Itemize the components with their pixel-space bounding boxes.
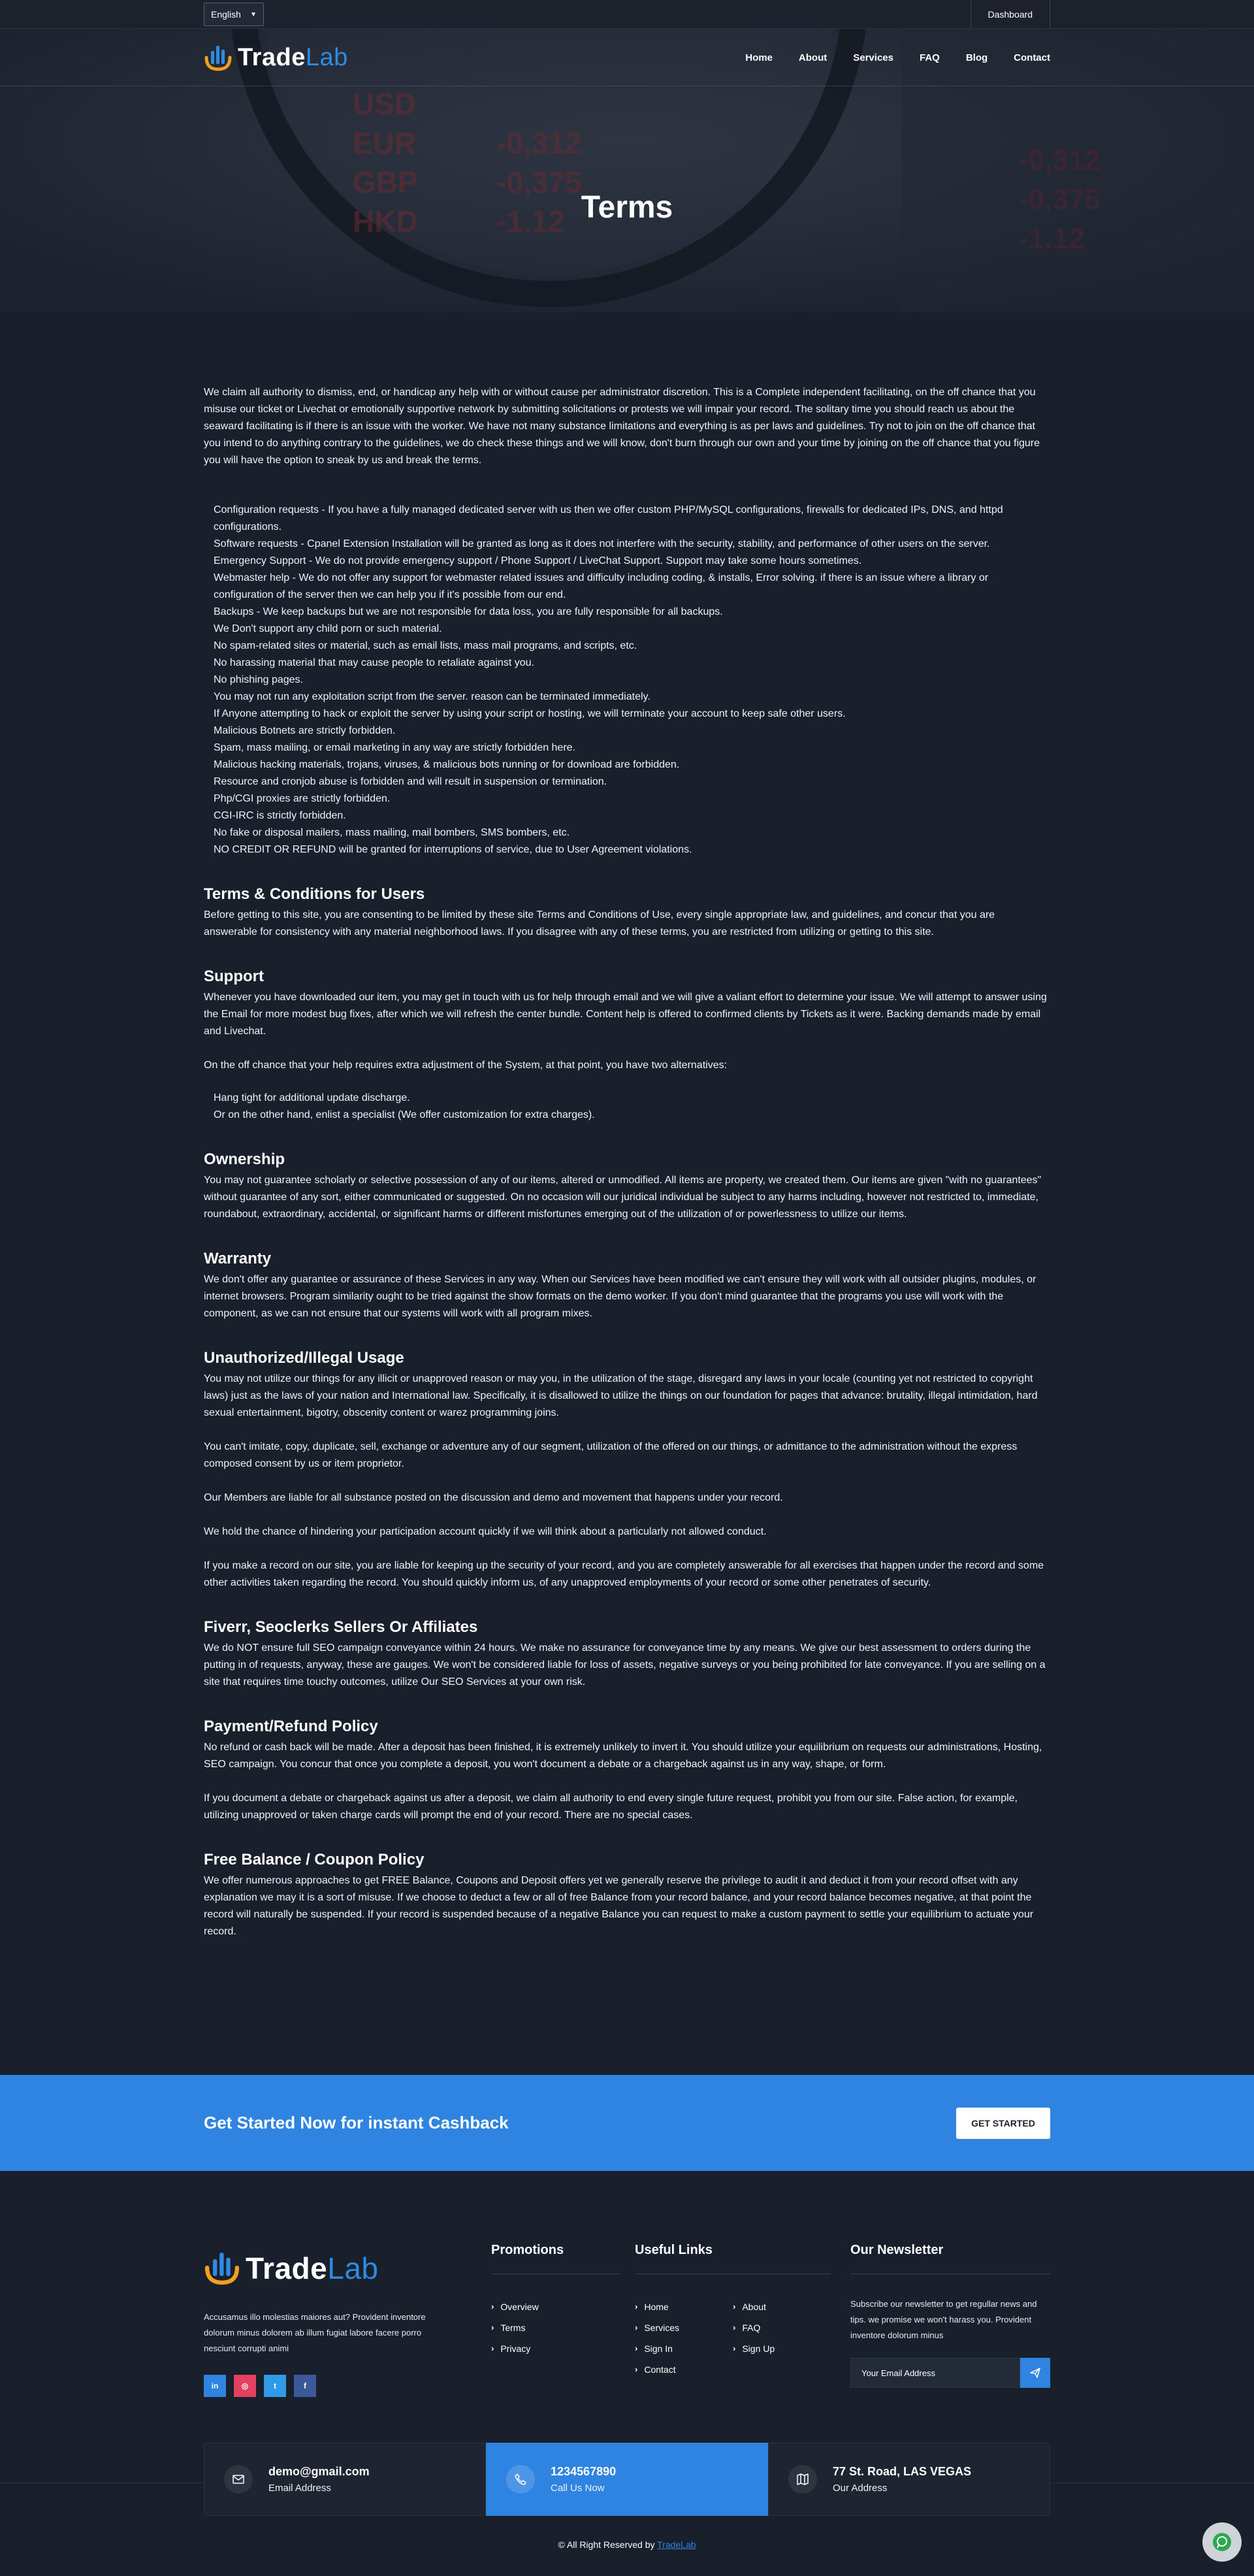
chat-icon [1211,2531,1233,2553]
rule-item: Backups - We keep backups but we are not responsible for data loss, you are fully responsible for all backups. [214,606,723,617]
nav-faq[interactable]: FAQ [919,52,940,63]
ownership-heading: Ownership [204,1150,285,1168]
contact-phone[interactable] [486,2443,768,2516]
intro-paragraph: We claim all authority to dismiss, end, or handicap any help with or without cause per administrator discretion. This is a Complete independent facilitating, on the off chance that you misuse our ticket or Livechat or emotionally supportive network by submitting solicitations or protests we will impair your record. The solitary time you should reach us about the seaward facilitating is if there is an issue with the worker. We have not many substance limitations and everything is as per laws and guidelines. Try not to join on the off chance that you intend to do anything contrary to the guidelines, we do check these things and we will know, don't burn through our own and your time by joining on the off chance that you figure you will have the option to sneak by us and break the terms. [204,387,1040,466]
rule-item: Malicious Botnets are strictly forbidden. [214,725,396,736]
support-alternative-item: Or on the other hand, enlist a specialist (We offer customization for extra charges). [214,1109,595,1120]
hero-rate-hkd: HKD [353,204,418,238]
logo-text-lab: Lab [305,44,348,71]
rule-item: CGI-IRC is strictly forbidden. [214,810,346,821]
footer-link-overview[interactable] [491,2296,619,2317]
chevron-right-icon: › [491,2343,494,2353]
chevron-right-icon: › [733,2343,736,2353]
contact-email-value: demo@gmail.com [268,2465,370,2478]
newsletter-text: Subscribe our newsletter to get regullar news and tips. we promise we won't harass you. Provident inventore dolorum minus [850,2299,1037,2340]
nav-menu [745,52,1050,63]
map-icon [788,2465,817,2494]
main-navbar [0,29,1254,86]
contact-address-label: Our Address [833,2483,888,2494]
rule-item: Spam, mass mailing, or email marketing in any way are strictly forbidden here. [214,742,575,753]
newsletter-email-input[interactable]: Your Email Address [850,2358,1020,2388]
footer-link-home[interactable] [635,2296,736,2317]
contact-phone-label: Call Us Now [551,2483,605,2494]
envelope-icon [224,2465,253,2494]
balance-heading: Free Balance / Coupon Policy [204,1851,425,1868]
rule-item: You may not run any exploitation script from the server. reason can be terminated immediately. [214,691,651,702]
chat-widget-button[interactable] [1202,2522,1242,2562]
chevron-down-icon: ▼ [250,10,257,18]
phone-icon [506,2465,535,2494]
rule-item: No phishing pages. [214,674,303,685]
rule-item: Php/CGI proxies are strictly forbidden. [214,793,391,804]
support-alternatives [204,1090,1050,1124]
copyright-text: © All Right Reserved by [558,2539,658,2550]
logo-text-lab: Lab [327,2251,379,2285]
linkedin-icon[interactable]: in [204,2375,226,2397]
terms-content [0,312,1254,1940]
footer-link-label: Terms [500,2323,526,2333]
unauthorized-paragraph-5: If you make a record on our site, you are liable for keeping up the security of your record, and you are completely answerable for all exercises that happen under the record and some other activities taken regarding the record. You should quickly inform us, of any unapproved employments of your record or some other penetrates of security. [204,1560,1044,1588]
rule-item: Resource and cronjob abuse is forbidden and will result in suspension or termination. [214,776,607,787]
refund-paragraph-2: If you document a debate or chargeback against us after a deposit, we claim all authority to end every single future request, prohibit you from our site. False action, for example, utilizing unapproved or taken charge cards will prompt the end of your record. There are no special cases. [204,1793,1018,1821]
hero-rate-hkd-value: -1.12 [496,204,565,238]
hero-rate-gbp: GBP [353,165,418,199]
hero-rate-usd: USD [353,87,417,121]
hero-rate-eur-value: -0,312 [496,126,582,160]
footer-link-sign-up[interactable] [733,2338,811,2359]
page-title: Terms [581,190,673,225]
instagram-icon[interactable]: ◎ [234,2375,256,2397]
rule-item: Malicious hacking materials, trojans, viruses, & malicious bots running or for download are forbidden. [214,759,680,770]
unauthorized-paragraph-2: You can't imitate, copy, duplicate, sell, exchange or adventure any of our segment, utilization of the offered on our things, or admittance to the administration without the express composed consent by us or item proprietor. [204,1441,1018,1469]
footer-link-label: Sign In [644,2343,673,2354]
footer-useful-links [635,2243,831,2380]
users-paragraph: Before getting to this site, you are consenting to be limited by these site Terms and Conditions of Use, every single appropriate law, and guidelines, and concur that you are answerable for consistency with any material neighborhood laws. If you disagree with any of these terms, you are restricted from utilizing or getting to this site. [204,909,995,937]
social-links [204,2375,452,2397]
chevron-right-icon: › [733,2323,736,2332]
support-paragraph-2: On the off chance that your help requires extra adjustment of the System, at that point, you have two alternatives: [204,1060,728,1071]
promotions-heading: Promotions [491,2243,619,2274]
logo-text-trade: Trade [246,2251,328,2285]
footer-logo-text [246,2251,378,2286]
hero-rate-right-3: -1.12 [1019,223,1085,255]
footer-link-label: Overview [500,2302,539,2312]
rule-item: We Don't support any child porn or such material. [214,623,442,634]
newsletter-submit-button[interactable] [1020,2358,1050,2388]
unauthorized-paragraph-4: We hold the chance of hindering your participation account quickly if we will think about a particularly not allowed conduct. [204,1526,767,1537]
site-logo[interactable] [204,43,348,72]
users-heading: Terms & Conditions for Users [204,885,425,903]
send-icon [1030,2368,1040,2378]
fiverr-heading: Fiverr, Seoclerks Sellers Or Affiliates [204,1618,478,1636]
footer-link-label: Privacy [500,2343,531,2354]
contact-bar [204,2443,1050,2516]
support-alternative-item: Hang tight for additional update discharge. [214,1092,410,1103]
nav-home[interactable]: Home [745,52,773,63]
logo-chart-icon [204,2249,240,2286]
chevron-right-icon: › [635,2323,638,2332]
rule-item: No fake or disposal mailers, mass mailing, mail bombers, SMS bombers, etc. [214,827,570,838]
hero-rate-right-2: -0,375 [1019,184,1101,216]
language-select[interactable] [204,3,264,26]
fiverr-paragraph: We do NOT ensure full SEO campaign conveyance within 24 hours. We make no assurance for conveyance time by any means. We give our best assessment to orders during the putting in of requests, anyway, these are gauges. We won't be considered liable for loss of assets, negative surveys or you being prohibited for late conveyance. If you are selling on a site that requires time touchy outcomes, utilize Our SEO Services at your own risk. [204,1642,1046,1687]
contact-address-value: 77 St. Road, LAS VEGAS [833,2465,972,2478]
footer-link-label: Home [644,2302,669,2312]
rule-item: Emergency Support - We do not provide emergency support / Phone Support / LiveChat Support. Support may take some hours sometimes. [214,555,862,566]
get-started-button[interactable]: GET STARTED [956,2108,1050,2139]
footer-link-contact[interactable] [635,2359,733,2380]
footer-link-terms[interactable] [491,2317,619,2338]
footer-promotions [491,2243,619,2359]
warranty-heading: Warranty [204,1250,272,1267]
unauthorized-paragraph-3: Our Members are liable for all substance posted on the discussion and demo and movement that happens under your record. [204,1492,783,1503]
nav-contact[interactable]: Contact [1014,52,1050,63]
unauthorized-paragraph-1: You may not utilize our things for any illicit or unapproved reason or may you, in the utilization of the stage, disregard any laws in your locale (counting yet not restricted to copyright laws) just as the laws of your nation and International law. Specifically, it is disallowed to utilize the things on our foundation for pages that advance: brutality, illegal intimidation, hard sexual entertainment, bigotry, obscenity content or warez programming joins. [204,1373,1038,1418]
warranty-paragraph: We don't offer any guarantee or assurance of these Services in any way. When our Services have been modified we can't ensure they will work with all outsider plugins, modules, or internet browsers. Program similarity ought to be tried against the show formats on the demo worker. If you don't mind guarantee that the programs you use will work with the component, as we can not ensure that our systems will work with all program mixes. [204,1274,1037,1319]
logo-text-trade: Trade [238,44,306,71]
rule-item: No harassing material that may cause people to retaliate against you. [214,657,534,668]
ownership-paragraph: You may not guarantee scholarly or selective possession of any of our items, altered or unmodified. All items are property, we created them. Our items are given "with no guarantees" without guarantee of any sort, either communicated or suggested. On no occasion will our juridical individual be subject to any harms including, however not restricted to, immediate, roundabout, extraordinary, accidental, or significant harms or different misfortunes emerging out of the utilization of or powerlessness to utilize our items. [204,1175,1042,1220]
cta-banner [0,2075,1254,2171]
footer-link-services[interactable] [635,2317,736,2338]
hero-rate-gbp-value: -0,375 [496,165,582,199]
unauthorized-heading: Unauthorized/Illegal Usage [204,1349,404,1367]
hero-rate-eur: EUR [353,126,417,160]
footer-newsletter [850,2243,1050,2388]
chevron-right-icon: › [491,2302,494,2311]
support-paragraph-1: Whenever you have downloaded our item, you may get in touch with us for help through email and we will give a valiant effort to determine your issue. We will attempt to answer using the Email for more modest bug fixes, after which we will refresh the center bundle. Content help is offered to confirmed clients by Tickets as it were. Backing demands made by email and Livechat. [204,992,1047,1037]
rules-list [204,502,1050,858]
footer-link-label: Sign Up [742,2343,775,2354]
footer-link-label: Contact [644,2364,676,2375]
newsletter-form [850,2358,1050,2388]
facebook-icon[interactable]: f [294,2375,316,2397]
cta-title: Get Started Now for instant Cashback [204,2113,509,2132]
footer-about-text: Accusamus illo molestias maiores aut? Provident inventore dolorum minus dolorem ab illum fugiat labore facere porro nesciunt corrupti animi [204,2312,426,2353]
twitter-icon[interactable]: t [264,2375,286,2397]
rule-item: If Anyone attempting to hack or exploit the server by using your script or hosting, we will terminate your account to keep safe other users. [214,708,846,719]
footer-link-privacy[interactable] [491,2338,619,2359]
copyright [0,2539,1254,2550]
hero-rate-right-1: -0,312 [1019,144,1101,176]
contact-email-label: Email Address [268,2483,331,2494]
footer-link-label: About [742,2302,766,2312]
balance-paragraph: We offer numerous approaches to get FREE Balance, Coupons and Deposit offers yet we generally reserve the privilege to audit it and deduct it from your record offset with any explanation we may it is a sort of misuse. If we choose to deduct a few or all of free Balance from your record balance, and your record balance becomes negative, at that point the record will naturally be suspended. If your record is suspended because of a negative Balance you can request to make a custom payment to settle your equilibrium to actuate your record. [204,1875,1034,1937]
chevron-right-icon: › [635,2302,638,2311]
rule-item: Webmaster help - We do not offer any support for webmaster related issues and difficulty including coding, & installs, Error solving. if there is an issue where a library or configuration of the server then we can help you if it's possible from our end. [214,572,989,600]
footer-link-sign-in[interactable] [635,2338,736,2359]
support-heading: Support [204,968,264,985]
nav-services[interactable]: Services [853,52,893,63]
rule-item: No spam-related sites or material, such as email lists, mass mail programs, and scripts, etc. [214,640,637,651]
chevron-right-icon: › [491,2323,494,2332]
logo-text [238,44,348,72]
top-bar [0,0,1254,29]
refund-heading: Payment/Refund Policy [204,1718,378,1735]
contact-phone-value: 1234567890 [551,2465,617,2478]
footer-link-about[interactable] [733,2296,811,2317]
rule-item: Software requests - Cpanel Extension Installation will be granted as long as it does not interfere with the security, stability, and performance of other users on the server. [214,538,990,549]
logo-chart-icon [204,43,233,72]
contact-email[interactable] [204,2443,486,2516]
chevron-right-icon: › [635,2364,638,2374]
footer-link-label: Services [644,2323,680,2333]
refund-paragraph-1: No refund or cash back will be made. After a deposit has been finished, it is extremely unlikely to invert it. You should utilize your equilibrium on requests our administrations, Hosting, SEO campaign. You concur that once you complete a deposit, you won't document a debate or a chargeback against us in any way, shape, or form. [204,1742,1042,1770]
rule-item: NO CREDIT OR REFUND will be granted for interruptions of service, due to User Agreement violations. [214,844,692,855]
useful-links-heading: Useful Links [635,2243,831,2274]
rule-item: Configuration requests - If you have a fully managed dedicated server with us then we offer custom PHP/MySQL configurations, firewalls for dedicated IPs, DNS, and httpd configurations. [214,504,1003,532]
newsletter-heading: Our Newsletter [850,2243,1050,2274]
footer-link-faq[interactable] [733,2317,811,2338]
chevron-right-icon: › [733,2302,736,2311]
footer-link-label: FAQ [742,2323,761,2333]
chevron-right-icon: › [635,2343,638,2353]
nav-blog[interactable]: Blog [965,52,988,63]
contact-address[interactable] [768,2443,1050,2516]
footer-about [204,2249,452,2397]
dashboard-link[interactable]: Dashboard [971,0,1051,29]
footer-logo[interactable] [204,2249,452,2286]
language-value: English [211,9,241,20]
nav-about[interactable]: About [798,52,828,63]
copyright-brand-link[interactable]: TradeLab [657,2539,696,2550]
